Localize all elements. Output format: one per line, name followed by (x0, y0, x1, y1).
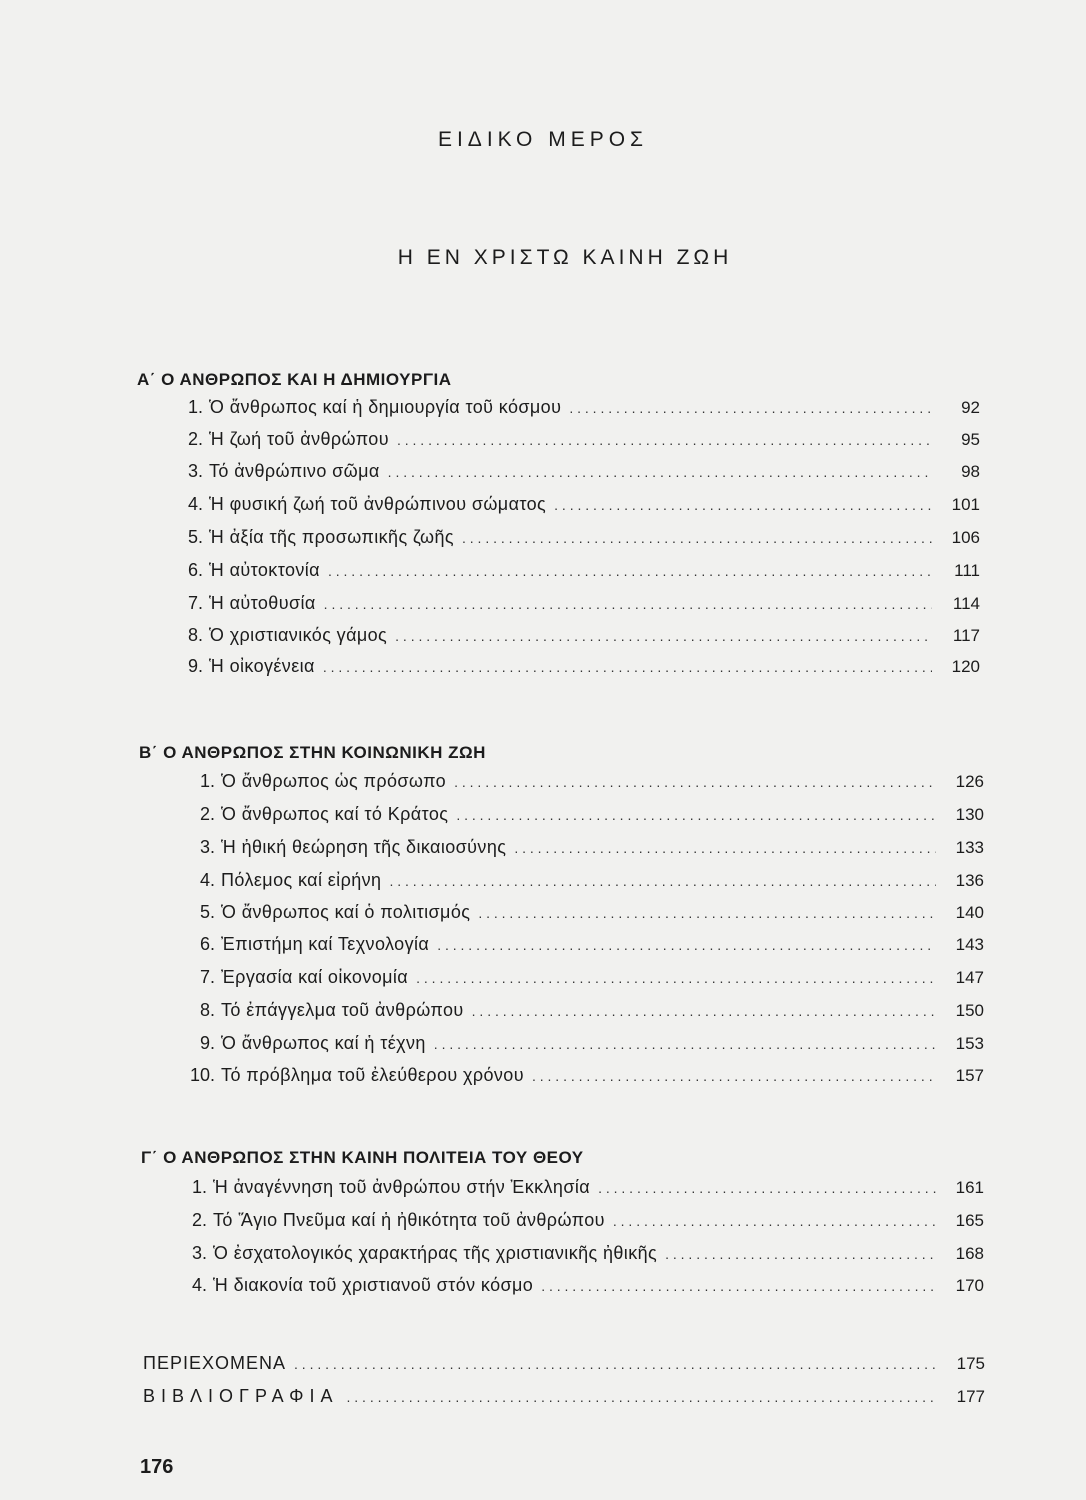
entry-number: 3. (188, 461, 204, 481)
entry-page: 106 (951, 528, 980, 547)
toc-entry[interactable] (200, 934, 984, 960)
entry-number: 1. (200, 771, 216, 791)
entry-page: 165 (955, 1211, 984, 1230)
entry-number: 7. (188, 593, 204, 613)
dot-leader (328, 563, 932, 579)
toc-entry[interactable] (200, 804, 984, 830)
entry-page: 157 (955, 1066, 984, 1085)
toc-entry[interactable] (200, 771, 984, 797)
toc-entry-bibliography[interactable] (143, 1386, 985, 1412)
entry-title: Ὁ ἄνθρωπος καί τό Κράτος (221, 804, 449, 824)
entry-title: Ἐπιστήμη καί Τεχνολογία (221, 934, 430, 954)
toc-entry[interactable] (188, 656, 980, 682)
entry-number: 4. (200, 870, 216, 890)
entry-title: Ὁ ἄνθρωπος καί ἡ δημιουργία τοῦ κόσμου (209, 397, 562, 417)
entry-page: 114 (952, 594, 980, 613)
entry-number: 2. (192, 1210, 208, 1230)
toc-entry[interactable] (188, 461, 980, 487)
dot-leader (416, 970, 936, 986)
entry-page: 161 (955, 1178, 984, 1197)
dot-leader (389, 873, 936, 889)
entry-title: Ἡ φυσική ζωή τοῦ ἀνθρώπινου σώματος (209, 494, 547, 514)
toc-entry[interactable] (188, 593, 980, 619)
entry-page: 126 (955, 772, 984, 791)
dot-leader (346, 1389, 937, 1405)
entry-title: Ὁ χριστιανικός γάμος (209, 625, 388, 645)
toc-entry[interactable] (192, 1210, 984, 1236)
toc-entry[interactable] (200, 902, 984, 928)
entry-number: 9. (200, 1033, 216, 1053)
entry-page: 136 (955, 871, 984, 890)
entry-title: Ἡ οἰκογένεια (209, 656, 315, 676)
toc-entry[interactable] (200, 870, 984, 896)
entry-page: 175 (956, 1354, 985, 1373)
dot-leader (554, 497, 932, 513)
entry-title: Ἡ ζωή τοῦ ἀνθρώπου (209, 429, 389, 449)
dot-leader (665, 1246, 936, 1262)
entry-number: 4. (188, 494, 204, 514)
entry-number: 8. (200, 1000, 216, 1020)
entry-number: 10. (190, 1065, 216, 1085)
entry-number: 5. (200, 902, 216, 922)
entry-title: ΒΙΒΛΙΟΓΡΑΦΙΑ (143, 1386, 339, 1406)
main-title: Η ΕΝ ΧΡΙΣΤΩ ΚΑΙΝΗ ΖΩΗ (397, 246, 733, 269)
dot-leader (388, 464, 932, 480)
dot-leader (478, 905, 936, 921)
entry-number: 3. (192, 1243, 208, 1263)
entry-page: 130 (955, 805, 984, 824)
entry-title: Ἡ ἀξία τῆς προσωπικῆς ζωῆς (209, 527, 454, 547)
entry-page: 133 (955, 838, 984, 857)
dot-leader (569, 400, 932, 416)
entry-title: Ἡ ἠθική θεώρηση τῆς δικαιοσύνης (221, 837, 507, 857)
toc-entry[interactable] (200, 967, 984, 993)
entry-title: Ὁ ἐσχατολογικός χαρακτήρας τῆς χριστιανικῆς ἠθικῆς (213, 1243, 658, 1263)
entry-page: 143 (955, 935, 984, 954)
entry-page: 170 (955, 1276, 984, 1295)
toc-entry[interactable] (192, 1177, 984, 1203)
entry-page: 153 (955, 1034, 984, 1053)
part-title: ΕΙΔΙΚΟ ΜΕΡΟΣ (437, 128, 649, 151)
entry-page: 92 (961, 398, 980, 417)
entry-number: 6. (188, 560, 204, 580)
entry-page: 150 (955, 1001, 984, 1020)
entry-number: 2. (200, 804, 216, 824)
toc-entry[interactable] (192, 1275, 984, 1301)
entry-number: 1. (188, 397, 204, 417)
toc-entry[interactable] (188, 429, 980, 455)
entry-title: Τό ἀνθρώπινο σῶμα (209, 461, 380, 481)
entry-number: 7. (200, 967, 216, 987)
entry-title: Ὁ ἄνθρωπος ὡς πρόσωπο (221, 771, 447, 791)
entry-page: 95 (961, 430, 980, 449)
section-heading-b: Β΄ Ο ΑΝΘΡΩΠΟΣ ΣΤΗΝ ΚΟΙΝΩΝΙΚΗ ΖΩΗ (139, 743, 486, 762)
entry-page: 168 (955, 1244, 984, 1263)
dot-leader (514, 840, 936, 856)
entry-title: Τό πρόβλημα τοῦ ἐλεύθερου χρόνου (221, 1065, 524, 1085)
entry-page: 117 (952, 626, 980, 645)
entry-number: 6. (200, 934, 216, 954)
entry-title: Ὁ ἄνθρωπος καί ὁ πολιτισμός (221, 902, 471, 922)
entry-number: 8. (188, 625, 204, 645)
toc-entry[interactable] (188, 625, 980, 651)
entry-number: 1. (192, 1177, 208, 1197)
entry-title: Τό ἐπάγγελμα τοῦ ἀνθρώπου (221, 1000, 464, 1020)
entry-page: 101 (951, 495, 980, 514)
toc-entry[interactable] (188, 560, 980, 586)
toc-entry[interactable] (190, 1065, 984, 1091)
dot-leader (324, 596, 932, 612)
dot-leader (532, 1068, 936, 1084)
dot-leader (454, 774, 936, 790)
dot-leader (472, 1003, 936, 1019)
toc-entry[interactable] (188, 494, 980, 520)
dot-leader (541, 1278, 936, 1294)
section-heading-c: Γ΄ Ο ΑΝΘΡΩΠΟΣ ΣΤΗΝ ΚΑΙΝΗ ΠΟΛΙΤΕΙΑ ΤΟΥ ΘΕΟΥ (141, 1148, 584, 1167)
entry-title: Ἡ διακονία τοῦ χριστιανοῦ στόν κόσμο (213, 1275, 534, 1295)
entry-page: 177 (956, 1387, 985, 1406)
entry-number: 2. (188, 429, 204, 449)
toc-entry[interactable] (200, 1000, 984, 1026)
entry-page: 111 (954, 561, 980, 580)
section-heading-a: Α΄ Ο ΑΝΘΡΩΠΟΣ ΚΑΙ Η ΔΗΜΙΟΥΡΓΙΑ (137, 370, 452, 389)
entry-title: Ἡ αὐτοκτονία (209, 560, 320, 580)
entry-page: 140 (955, 903, 984, 922)
entry-title: Τό Ἅγιο Πνεῦμα καί ἡ ἠθικότητα τοῦ ἀνθρώπου (213, 1210, 605, 1230)
entry-page: 147 (955, 968, 984, 987)
entry-number: 3. (200, 837, 216, 857)
dot-leader (456, 807, 936, 823)
entry-page: 120 (951, 657, 980, 676)
dot-leader (294, 1356, 937, 1372)
toc-entry[interactable] (200, 837, 984, 863)
dot-leader (437, 937, 936, 953)
toc-entry[interactable] (188, 527, 980, 553)
dot-leader (397, 432, 932, 448)
dot-leader (462, 530, 932, 546)
entry-title: ΠΕΡΙΕΧΟΜΕΝΑ (143, 1353, 287, 1373)
toc-entry-contents[interactable] (143, 1353, 985, 1379)
entry-title: Ἐργασία καί οἰκονομία (221, 967, 409, 987)
toc-entry[interactable] (192, 1243, 984, 1269)
dot-leader (323, 659, 932, 675)
entry-title: Πόλεμος καί εἰρήνη (221, 870, 382, 890)
dot-leader (598, 1180, 936, 1196)
toc-entry[interactable] (200, 1033, 984, 1059)
toc-entry[interactable] (188, 397, 980, 423)
entry-page: 98 (961, 462, 980, 481)
dot-leader (434, 1036, 936, 1052)
dot-leader (395, 628, 932, 644)
entry-number: 9. (188, 656, 204, 676)
page-number: 176 (140, 1456, 174, 1478)
entry-title: Ἡ ἀναγέννηση τοῦ ἀνθρώπου στήν Ἐκκλησία (213, 1177, 591, 1197)
dot-leader (613, 1213, 936, 1229)
entry-number: 4. (192, 1275, 208, 1295)
entry-number: 5. (188, 527, 204, 547)
entry-title: Ἡ αὐτοθυσία (209, 593, 316, 613)
entry-title: Ὁ ἄνθρωπος καί ἡ τέχνη (221, 1033, 426, 1053)
